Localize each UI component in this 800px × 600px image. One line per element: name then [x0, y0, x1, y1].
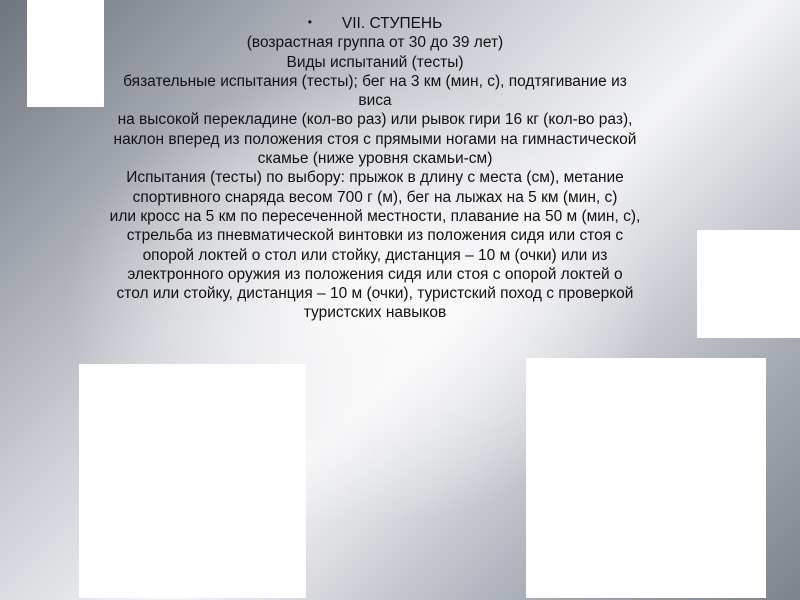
- image-placeholder-bottom-left: [79, 364, 306, 598]
- text-line: виса: [358, 92, 392, 110]
- text-line: или кросс на 5 км по пересеченной местности, плавание на 50 м (мин, с),: [109, 207, 641, 225]
- image-placeholder-bottom-right: [526, 358, 766, 598]
- slide-text: [70, 13, 680, 323]
- text-line: опорой локтей о стол или стойку, дистанция – 10 м (очки) или из: [142, 246, 608, 264]
- text-line: электронного оружия из положения сидя или стоя с опорой локтей о: [127, 265, 623, 283]
- text-line: на высокой перекладине (кол-во раз) или рывок гири 16 кг (кол-во раз),: [117, 111, 633, 129]
- text-line: спортивного снаряда весом 700 г (м), бег на лыжах на 5 км (мин, с): [132, 188, 618, 206]
- text-line: туристских навыков: [303, 304, 447, 322]
- text-line: стол или стойку, дистанция – 10 м (очки), туристский поход с проверкой: [116, 285, 634, 303]
- bullet-icon: •: [307, 15, 312, 29]
- text-line: бязательные испытания (тесты); бег на 3 км (мин, с), подтягивание из: [123, 72, 627, 90]
- image-placeholder-right: [697, 230, 800, 338]
- text-line: Виды испытаний (тесты): [286, 53, 464, 71]
- text-line: наклон вперед из положения стоя с прямыми ногами на гимнастической: [113, 130, 637, 148]
- text-line: (возрастная группа от 30 до 39 лет): [246, 34, 504, 52]
- text-line: Испытания (тесты) по выбору: прыжок в длину с места (см), метание: [126, 169, 624, 187]
- heading-text: VII. СТУПЕНЬ: [341, 15, 443, 32]
- slide-heading: [70, 13, 680, 33]
- text-line: скамье (ниже уровня скамьи-см): [257, 150, 493, 168]
- text-line: стрельба из пневматической винтовки из положения сидя или стоя с: [126, 227, 624, 245]
